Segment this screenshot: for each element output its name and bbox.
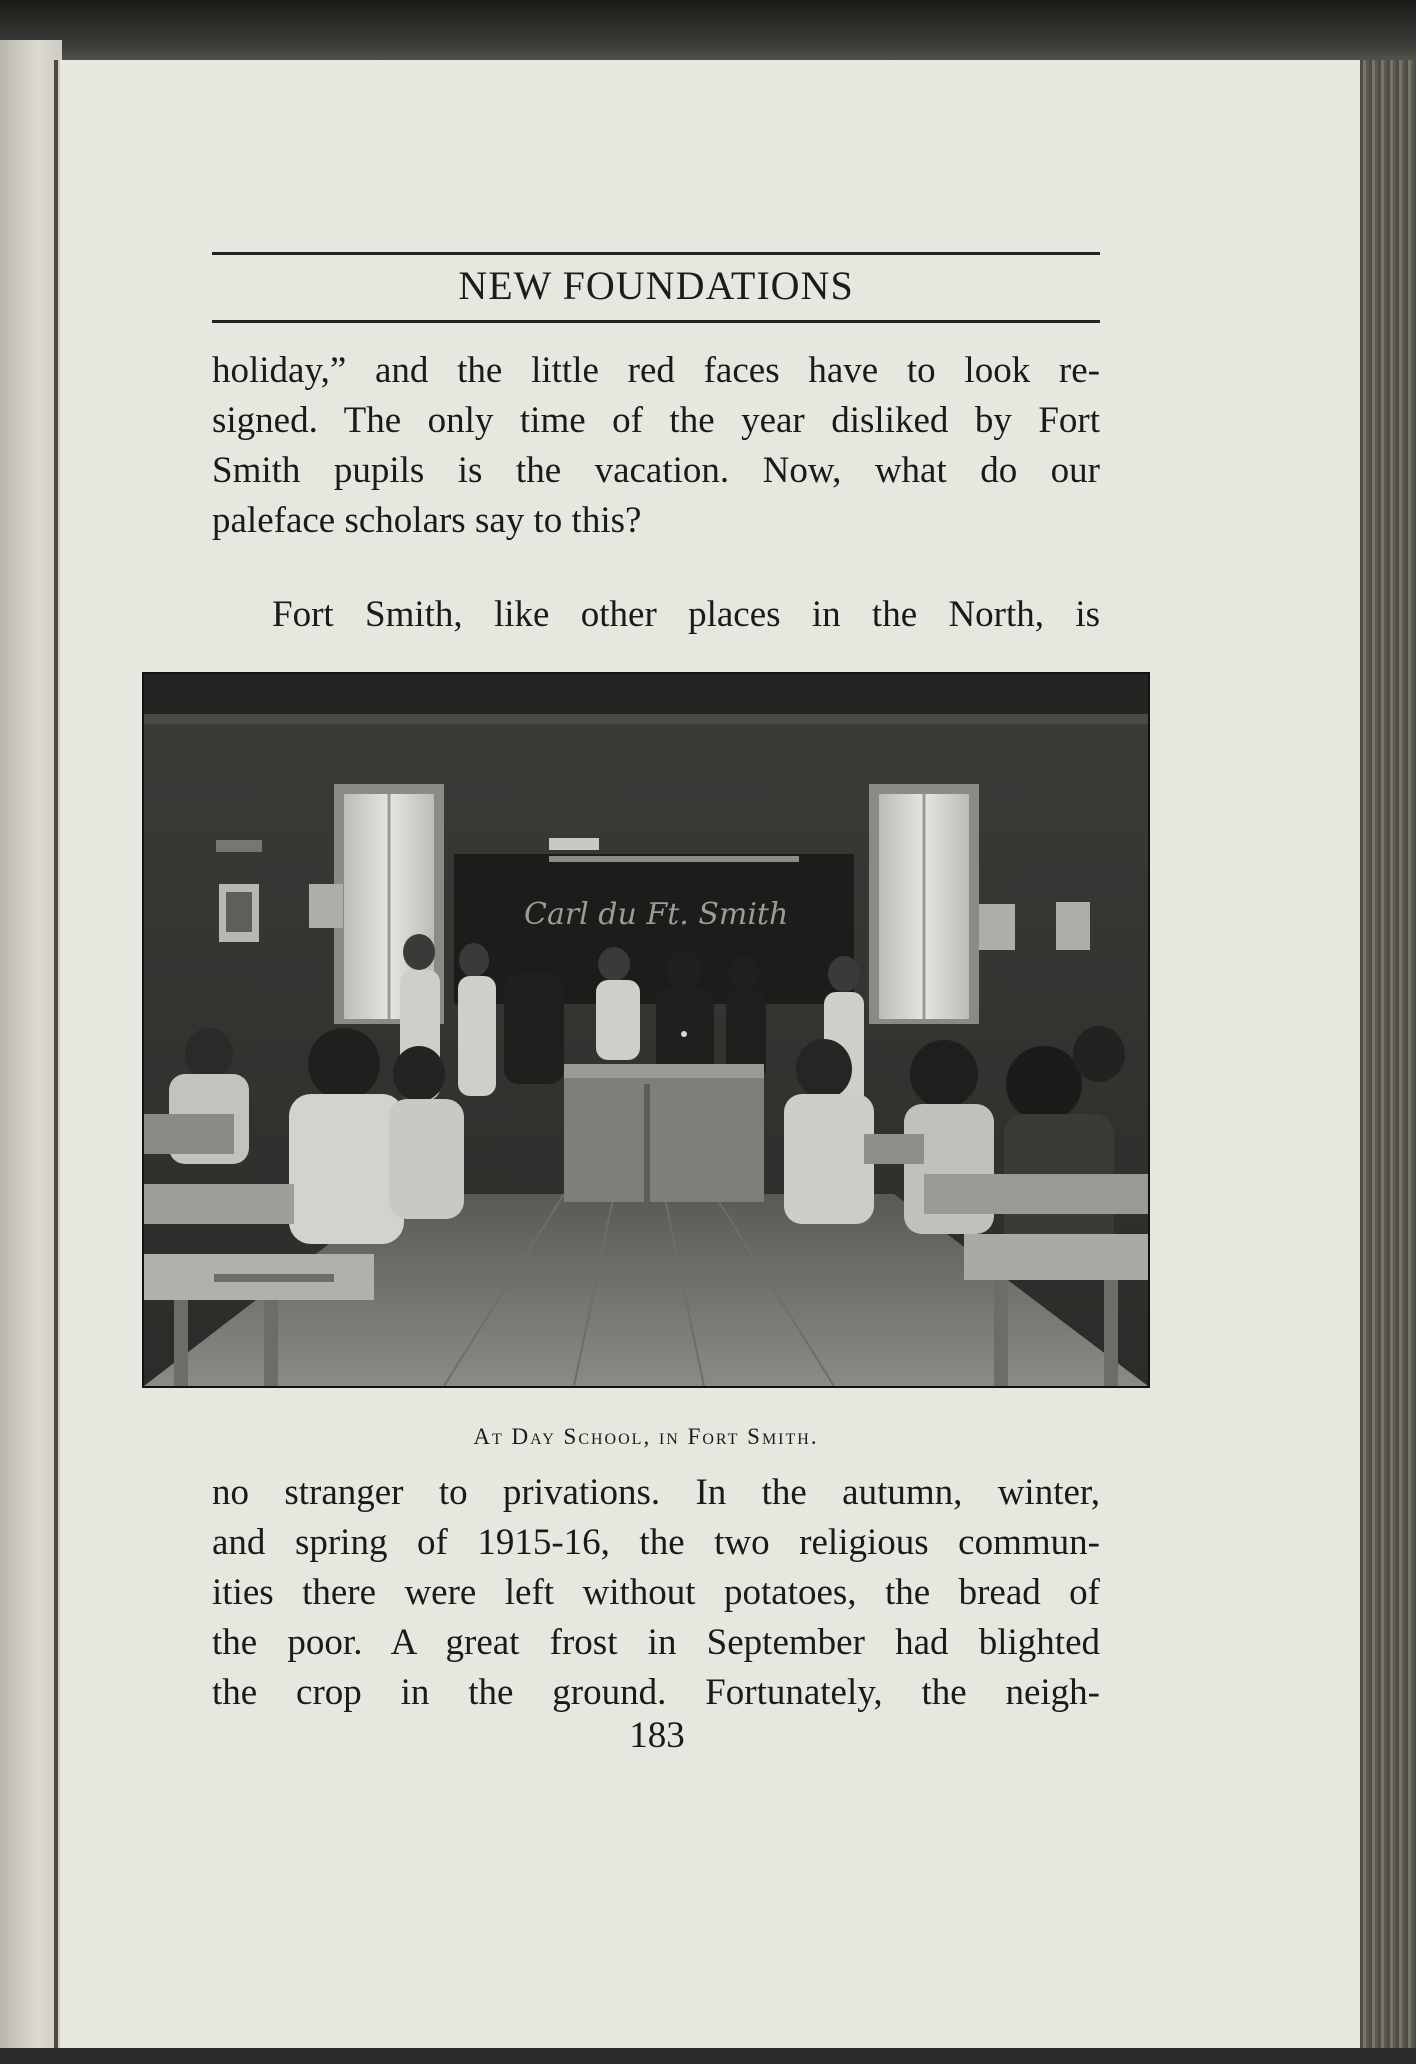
book-page-stack-edge bbox=[1360, 60, 1416, 2050]
book-gutter bbox=[54, 60, 58, 2050]
paragraph-2 bbox=[212, 590, 1100, 640]
scanner-bottom-border bbox=[0, 2048, 1416, 2064]
text-line: holiday,” and the little red faces have to look re- bbox=[212, 350, 1100, 391]
text-line: no stranger to privations. In the autumn, winter, bbox=[212, 1472, 1100, 1513]
header-rule-bottom bbox=[212, 320, 1100, 323]
text-line: the crop in the ground. Fortunately, the neigh- bbox=[212, 1672, 1100, 1713]
text-line: Smith pupils is the vacation. Now, what do our bbox=[212, 450, 1100, 491]
text-line: ities there were left without potatoes, the bread of bbox=[212, 1572, 1100, 1613]
paragraph-3 bbox=[212, 1468, 1100, 1718]
figure-caption: At Day School, in Fort Smith. bbox=[473, 1424, 819, 1449]
classroom-photograph bbox=[142, 672, 1150, 1388]
running-head: NEW FOUNDATIONS bbox=[458, 263, 854, 308]
text-line: signed. The only time of the year disliked by Fort bbox=[212, 400, 1100, 441]
text-line: paleface scholars say to this? bbox=[212, 500, 642, 541]
scanner-top-border bbox=[0, 0, 1416, 62]
paragraph-1 bbox=[212, 346, 1100, 546]
blackboard-writing: Carl du Ft. Smith bbox=[524, 897, 789, 932]
header-rule-top bbox=[212, 252, 1100, 255]
text-line: and spring of 1915-16, the two religious commun- bbox=[212, 1522, 1100, 1563]
text-line: the poor. A great frost in September had blighted bbox=[212, 1622, 1100, 1663]
page-number: 183 bbox=[629, 1715, 685, 1756]
text-line: Fort Smith, like other places in the North, is bbox=[272, 594, 1100, 635]
facing-page-edge bbox=[0, 40, 62, 2050]
classroom-illustration bbox=[144, 674, 1148, 1386]
